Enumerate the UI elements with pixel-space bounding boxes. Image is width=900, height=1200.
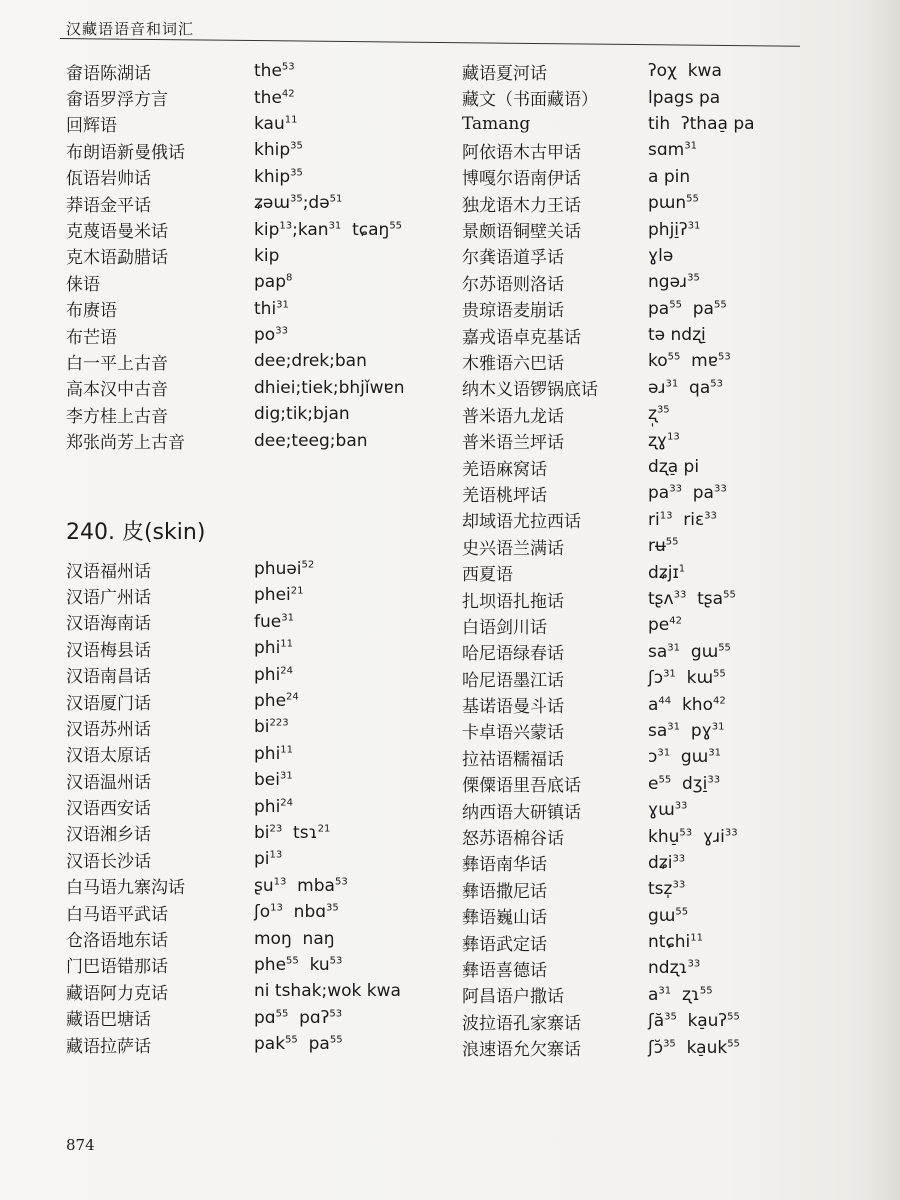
word-form: pak$^{55}$ $pa^{55}$ — [254, 1034, 343, 1055]
word-form: a pin — [648, 166, 691, 187]
entry-row — [462, 84, 842, 110]
language-name: 白马语平武话 — [66, 904, 168, 925]
language-name: 汉语苏州话 — [66, 719, 151, 740]
language-name: 莽语金平话 — [66, 195, 151, 216]
entry-row — [66, 111, 446, 137]
language-name: 阿昌语户撒话 — [462, 987, 564, 1008]
word-form: ndʐɿ$^{33}$ — [648, 958, 701, 979]
entry-row — [66, 322, 446, 348]
page-number: 874 — [66, 1136, 95, 1154]
language-name: 汉语西安话 — [66, 799, 151, 820]
entry-row — [462, 375, 842, 401]
language-name: 阿依语木古甲话 — [462, 142, 581, 163]
language-name: 西夏语 — [462, 565, 513, 586]
entry-row — [462, 480, 842, 506]
word-form: ɣlə — [648, 245, 674, 266]
left-column — [66, 58, 446, 1057]
entry-row — [462, 216, 842, 242]
entry-row — [462, 1034, 842, 1060]
entry-row — [66, 375, 446, 401]
entry-row — [66, 1005, 446, 1031]
language-name: 彝语南华话 — [462, 855, 547, 876]
word-form: khip$^{35}$ — [254, 140, 303, 161]
entry-row — [462, 665, 842, 691]
entry-row — [462, 718, 842, 744]
entry-row — [462, 111, 842, 137]
word-form: pɑ$^{55}$ pɑʔ$^{53}$ — [254, 1007, 343, 1028]
entry-row — [66, 216, 446, 242]
word-form: dhiei;tiek;bhjǐwɐn — [254, 377, 405, 398]
language-name: 扎坝语扎拖话 — [462, 591, 564, 612]
word-form: dʐa̠ pi — [648, 457, 700, 478]
word-form: phe$^{55}$ $ku^{53}$ — [254, 954, 343, 975]
language-name: 布赓语 — [66, 301, 117, 322]
right-column — [462, 58, 842, 1061]
language-name: 怒苏语棉谷话 — [462, 829, 564, 850]
word-form: $pi^{13}$ — [254, 849, 283, 870]
language-name: 藏语拉萨话 — [66, 1036, 151, 1057]
word-form: $bi^{23}$ tsɿ$^{21}$ — [254, 822, 331, 843]
entry-row — [462, 639, 842, 665]
language-name: 白一平上古音 — [66, 353, 168, 374]
word-form: phi$^{11}$ — [254, 638, 294, 659]
page-shadow — [860, 0, 900, 1200]
continued-entries — [66, 58, 446, 454]
language-name: 博嘎尔语南伊话 — [462, 169, 581, 190]
entry-row — [66, 952, 446, 978]
word-form: ʐɣ$^{13}$ — [648, 430, 680, 451]
entry-row — [66, 688, 446, 714]
language-name: 克蔑语曼米话 — [66, 222, 168, 243]
language-name: 藏文（书面藏语） — [462, 90, 598, 111]
language-name: 哈尼语绿春话 — [462, 644, 564, 665]
entry-row — [462, 797, 842, 823]
language-name: 仓洛语地东话 — [66, 931, 168, 952]
word-form: phji̠ʔ$^{31}$ — [648, 219, 701, 240]
language-name: 俫语 — [66, 274, 100, 295]
entry-row — [462, 823, 842, 849]
language-name: 汉语南昌话 — [66, 667, 151, 688]
word-form: gɯ$^{55}$ — [648, 905, 689, 926]
entry-row — [66, 609, 446, 635]
entry-row — [462, 164, 842, 190]
language-name: 尔龚语道孚话 — [462, 248, 564, 269]
entry-row — [66, 1031, 446, 1057]
language-name: 汉语海南话 — [66, 614, 151, 635]
word-form: tə ndʐi̠ — [648, 325, 706, 346]
word-form: $pe^{42}$ — [648, 615, 682, 636]
entry-row — [462, 744, 842, 770]
entry-row — [66, 899, 446, 925]
entry-row — [462, 58, 842, 84]
word-form: dee;teeg;ban — [254, 430, 368, 451]
word-form: phuəi$^{52}$ — [254, 559, 315, 580]
language-name: 布朗语新曼俄话 — [66, 142, 185, 163]
word-form: kip — [254, 245, 280, 266]
language-name: 羌语麻窝话 — [462, 459, 547, 480]
entry-row — [462, 137, 842, 163]
entry-row — [462, 876, 842, 902]
skin-entries-left — [66, 556, 446, 1057]
entry-row — [66, 190, 446, 216]
entry-row — [462, 533, 842, 559]
language-name: 哈尼语墨江话 — [462, 670, 564, 691]
language-name: 布芒语 — [66, 327, 117, 348]
word-form: əɹ$^{31}$ $qa^{53}$ — [648, 377, 723, 398]
word-form: ʐ̩$^{35}$ — [648, 404, 670, 425]
language-name: 却域语尤拉西话 — [462, 512, 581, 533]
word-form: khip$^{35}$ — [254, 166, 303, 187]
language-name: 浪速语允欠寨话 — [462, 1040, 581, 1061]
language-name: 独龙语木力王话 — [462, 195, 581, 216]
language-name: 彝语武定话 — [462, 934, 547, 955]
entry-row — [66, 793, 446, 819]
entry-row — [462, 348, 842, 374]
word-form: moŋ naŋ — [254, 928, 335, 949]
language-name: 史兴语兰满话 — [462, 538, 564, 559]
entry-row — [66, 741, 446, 767]
word-form: ni tshak;wok kwa — [254, 981, 401, 1002]
language-name: 佤语岩帅话 — [66, 169, 151, 190]
entry-row — [462, 771, 842, 797]
entry-row — [66, 427, 446, 453]
word-form: thi$^{31}$ — [254, 298, 289, 319]
entry-row — [66, 873, 446, 899]
word-form: dee;drek;ban — [254, 351, 367, 372]
word-form: the$^{53}$ — [254, 61, 295, 82]
entry-row — [462, 1008, 842, 1034]
entry-row — [462, 982, 842, 1008]
entry-row — [462, 586, 842, 612]
header-rule — [60, 38, 800, 47]
word-form: ʂu$^{13}$ mba$^{53}$ — [254, 875, 348, 896]
language-name: 羌语桃坪话 — [462, 485, 547, 506]
section-gap — [66, 454, 446, 506]
language-name: 景颇语铜壁关话 — [462, 222, 581, 243]
entry-row — [66, 661, 446, 687]
word-form: $pa^{55}$ $pa^{55}$ — [648, 298, 727, 319]
word-form: the$^{42}$ — [254, 87, 295, 108]
language-name: 汉语梅县话 — [66, 640, 151, 661]
entry-row — [462, 850, 842, 876]
language-name: 回辉语 — [66, 116, 117, 137]
entry-row — [462, 955, 842, 981]
word-form: $ko^{55}$ mɐ$^{53}$ — [648, 351, 731, 372]
word-form: $po^{33}$ — [254, 325, 288, 346]
word-form: pɯn$^{55}$ — [648, 193, 699, 214]
entry-row — [66, 767, 446, 793]
entry-row — [462, 269, 842, 295]
entry-row — [462, 427, 842, 453]
language-name: 李方桂上古音 — [66, 406, 168, 427]
language-name: 藏语夏河话 — [462, 63, 547, 84]
word-form: ʑəɯ$^{35}$;də$^{51}$ — [254, 193, 343, 214]
language-name: 白语剑川话 — [462, 617, 547, 638]
entry-row — [66, 401, 446, 427]
entry-row — [462, 559, 842, 585]
word-form: $sa^{31}$ pɣ$^{31}$ — [648, 720, 725, 741]
word-form: phi$^{24}$ — [254, 796, 294, 817]
language-name: 白马语九寨沟话 — [66, 878, 185, 899]
language-name: 纳西语大研镇话 — [462, 802, 581, 823]
word-form: ɔ$^{31}$ gɯ$^{31}$ — [648, 747, 721, 768]
word-form: dig;tik;bjan — [254, 404, 350, 425]
language-name: 基诺语曼斗话 — [462, 697, 564, 718]
word-form: ɣɯ$^{33}$ — [648, 800, 688, 821]
entry-row — [66, 269, 446, 295]
entry-row — [462, 507, 842, 533]
language-name: 门巴语错那话 — [66, 957, 168, 978]
language-name: 嘉戎语卓克基话 — [462, 327, 581, 348]
word-form: ʃɔ$^{31}$ kɯ$^{55}$ — [648, 668, 726, 689]
entry-row — [66, 582, 446, 608]
entry-row — [66, 164, 446, 190]
word-form: ʃɔ̆$^{35}$ $ka̠uk^{55}$ — [648, 1037, 740, 1058]
entry-row — [66, 296, 446, 322]
language-name: 畲语陈湖话 — [66, 63, 151, 84]
word-form: kip$^{13}$;kan$^{31}$ tɕaŋ$^{55}$ — [254, 219, 403, 240]
word-form: $pa^{33}$ $pa^{33}$ — [648, 483, 727, 504]
word-form: fue$^{31}$ — [254, 611, 294, 632]
entry-row — [462, 296, 842, 322]
language-name: 汉语广州话 — [66, 587, 151, 608]
word-form: ʃo$^{13}$ nbɑ$^{35}$ — [254, 902, 339, 923]
language-name: 汉语太原话 — [66, 746, 151, 767]
entry-row — [66, 556, 446, 582]
word-form: $a^{44}$ kho$^{42}$ — [648, 694, 726, 715]
language-name: 藏语阿力克话 — [66, 983, 168, 1004]
word-form: pap$^8$ — [254, 272, 293, 293]
entry-row — [66, 635, 446, 661]
entry-row — [66, 820, 446, 846]
entry-row — [66, 84, 446, 110]
language-name: 卡卓语兴蒙话 — [462, 723, 564, 744]
language-name: 木雅语六巴话 — [462, 353, 564, 374]
language-name: 高本汉中古音 — [66, 380, 168, 401]
word-form: phi$^{11}$ — [254, 743, 294, 764]
language-name: 波拉语孔家寨话 — [462, 1013, 581, 1034]
entry-row — [66, 58, 446, 84]
entry-row — [66, 846, 446, 872]
word-form: phi$^{24}$ — [254, 664, 294, 685]
word-form: $a^{31}$ ʐɿ$^{55}$ — [648, 984, 713, 1005]
word-form: ntɕhi$^{11}$ — [648, 932, 704, 953]
word-form: rʉ$^{55}$ — [648, 536, 679, 557]
language-name: 傈僳语里吾底话 — [462, 776, 581, 797]
language-name: 尔苏语则洛话 — [462, 274, 564, 295]
word-form: khu̠$^{53}$ ɣɹi$^{33}$ — [648, 826, 738, 847]
language-name: 藏语巴塘话 — [66, 1010, 151, 1031]
word-form: lpags pa — [648, 87, 721, 108]
word-form: ʃă$^{35}$ ka̠uʔ$^{55}$ — [648, 1011, 740, 1032]
word-form: bei$^{31}$ — [254, 770, 293, 791]
language-name: 拉祜语糯福话 — [462, 749, 564, 770]
word-form: phei$^{21}$ — [254, 585, 304, 606]
word-form: $sa^{31}$ gɯ$^{55}$ — [648, 641, 731, 662]
language-name: 汉语厦门话 — [66, 693, 151, 714]
language-name: 郑张尚芳上古音 — [66, 433, 185, 454]
language-name: 汉语长沙话 — [66, 851, 151, 872]
language-name: 普米语九龙话 — [462, 406, 564, 427]
language-name: 彝语喜德话 — [462, 960, 547, 981]
entry-row — [66, 714, 446, 740]
entry-row — [462, 612, 842, 638]
entry-row — [462, 322, 842, 348]
entry-row — [66, 137, 446, 163]
word-form: phe$^{24}$ — [254, 691, 299, 711]
skin-entries-right — [462, 58, 842, 1061]
word-form: tʂʌ$^{33}$ tʂa$^{55}$ — [648, 589, 736, 609]
language-name: 彝语巍山话 — [462, 908, 547, 929]
language-name: 普米语兰坪话 — [462, 433, 564, 454]
entry-row — [462, 243, 842, 269]
language-name: 纳木义语锣锅底话 — [462, 380, 598, 401]
word-form: dʑjɪ$^1$ — [648, 562, 686, 583]
entry-row — [462, 691, 842, 717]
entry-row — [66, 243, 446, 269]
entry-row — [462, 401, 842, 427]
language-name: 克木语勐腊话 — [66, 248, 168, 269]
language-name: 贵琼语麦崩话 — [462, 301, 564, 322]
word-form: sɑm$^{31}$ — [648, 140, 697, 161]
entry-row — [66, 925, 446, 951]
entry-row — [66, 348, 446, 374]
section-heading: 240. 皮(skin) — [66, 520, 206, 546]
entry-row — [462, 454, 842, 480]
language-name: 汉语湘乡话 — [66, 825, 151, 846]
entry-row — [462, 190, 842, 216]
word-form: ʔoχ kwa — [648, 61, 722, 82]
language-name: 汉语福州话 — [66, 561, 151, 582]
entry-row — [66, 978, 446, 1004]
word-form: ngəɹ$^{35}$ — [648, 272, 700, 293]
word-form: $e^{55}$ dʒi̠$^{33}$ — [648, 773, 721, 794]
word-form: $bi^{223}$ — [254, 717, 289, 738]
language-name: Tamang — [462, 113, 531, 134]
word-form: tsz̩$^{33}$ — [648, 879, 686, 900]
language-name: 畲语罗浮方言 — [66, 90, 168, 111]
word-form: kau$^{11}$ — [254, 113, 298, 134]
language-name: 汉语温州话 — [66, 772, 151, 793]
entry-row — [462, 929, 842, 955]
word-form: dʑi$^{33}$ — [648, 852, 686, 873]
word-form: $ri^{13}$ riɛ$^{33}$ — [648, 509, 717, 530]
word-form: tih ʔthaa̠ pa — [648, 113, 755, 134]
entry-row — [462, 903, 842, 929]
running-head: 汉藏语语音和词汇 — [66, 20, 195, 38]
language-name: 彝语撒尼话 — [462, 881, 547, 902]
